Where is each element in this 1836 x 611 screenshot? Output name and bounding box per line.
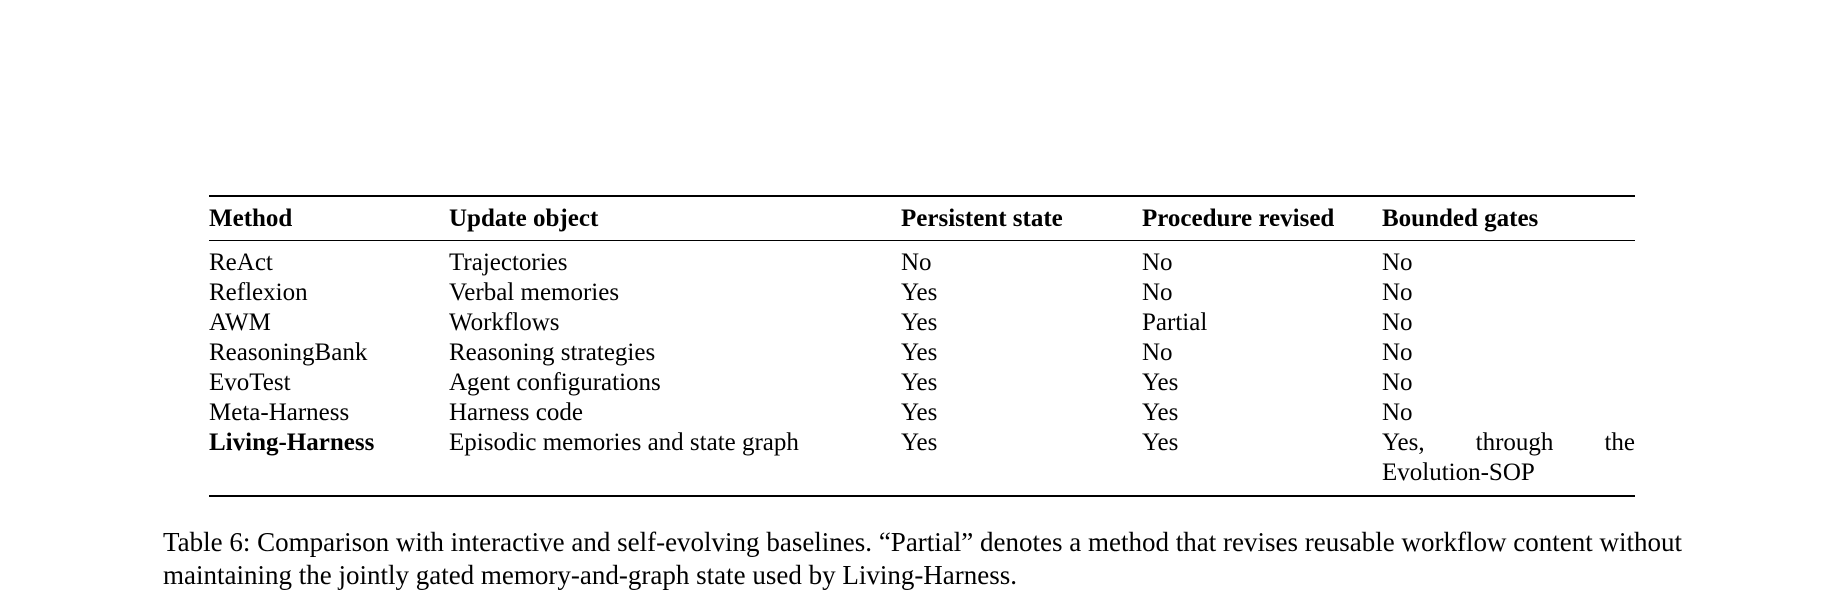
cell-update-object: Reasoning strategies — [449, 339, 656, 366]
cell-update-object: Agent configurations — [449, 369, 661, 396]
cell-procedure-revised: Yes — [1142, 429, 1179, 456]
cell-procedure-revised: No — [1142, 249, 1173, 276]
cell-bounded-gates: Yes, through the Evolution-SOP — [1382, 429, 1635, 486]
header-persistent-state: Persistent state — [901, 205, 1063, 232]
cell-update-object: Harness code — [449, 399, 583, 426]
cell-persistent-state: No — [901, 249, 932, 276]
cell-method: EvoTest — [209, 369, 291, 396]
table-row — [209, 368, 1635, 398]
cell-procedure-revised: Partial — [1142, 309, 1208, 336]
cell-bounded-gates: No — [1382, 279, 1413, 306]
cell-persistent-state: Yes — [901, 279, 938, 306]
cell-method: Reflexion — [209, 279, 308, 306]
header-update-object: Update object — [449, 205, 599, 232]
cell-procedure-revised: Yes — [1142, 399, 1179, 426]
cell-procedure-revised: No — [1142, 279, 1173, 306]
cell-method: Meta-Harness — [209, 399, 350, 426]
cell-bounded-gates: No — [1382, 309, 1413, 336]
cell-persistent-state: Yes — [901, 429, 938, 456]
cell-method: ReAct — [209, 249, 273, 276]
cell-procedure-revised: No — [1142, 339, 1173, 366]
cell-method: ReasoningBank — [209, 339, 368, 366]
cell-update-object: Workflows — [449, 309, 560, 336]
table-row — [209, 278, 1635, 308]
cell-method: AWM — [209, 309, 271, 336]
cell-persistent-state: Yes — [901, 369, 938, 396]
cell-update-object: Verbal memories — [449, 279, 620, 306]
table-caption: Table 6: Comparison with interactive and self-evolving baselines. “Partial” denotes a method that revises reusable workflow content without maintaining the jointly gated memory-and-graph state used by Living-Harness. — [163, 527, 1682, 590]
table-row-highlighted — [209, 428, 1635, 496]
cell-bounded-gates: No — [1382, 249, 1413, 276]
header-method: Method — [209, 205, 293, 232]
comparison-table-container — [209, 195, 1635, 497]
cell-persistent-state: Yes — [901, 339, 938, 366]
header-bounded-gates: Bounded gates — [1382, 205, 1539, 232]
cell-persistent-state: Yes — [901, 399, 938, 426]
cell-bounded-gates: No — [1382, 369, 1413, 396]
table-row — [209, 338, 1635, 368]
header-procedure-revised: Procedure revised — [1142, 205, 1335, 232]
cell-persistent-state: Yes — [901, 309, 938, 336]
cell-method: Living-Harness — [209, 429, 375, 456]
cell-procedure-revised: Yes — [1142, 369, 1179, 396]
table-row — [209, 398, 1635, 428]
comparison-table — [209, 195, 1635, 497]
table-header-row — [209, 196, 1635, 241]
cell-update-object: Trajectories — [449, 249, 568, 276]
cell-bounded-gates: No — [1382, 339, 1413, 366]
table-row — [209, 241, 1635, 279]
table-row — [209, 308, 1635, 338]
cell-bounded-gates: No — [1382, 399, 1413, 426]
cell-update-object: Episodic memories and state graph — [449, 429, 799, 456]
